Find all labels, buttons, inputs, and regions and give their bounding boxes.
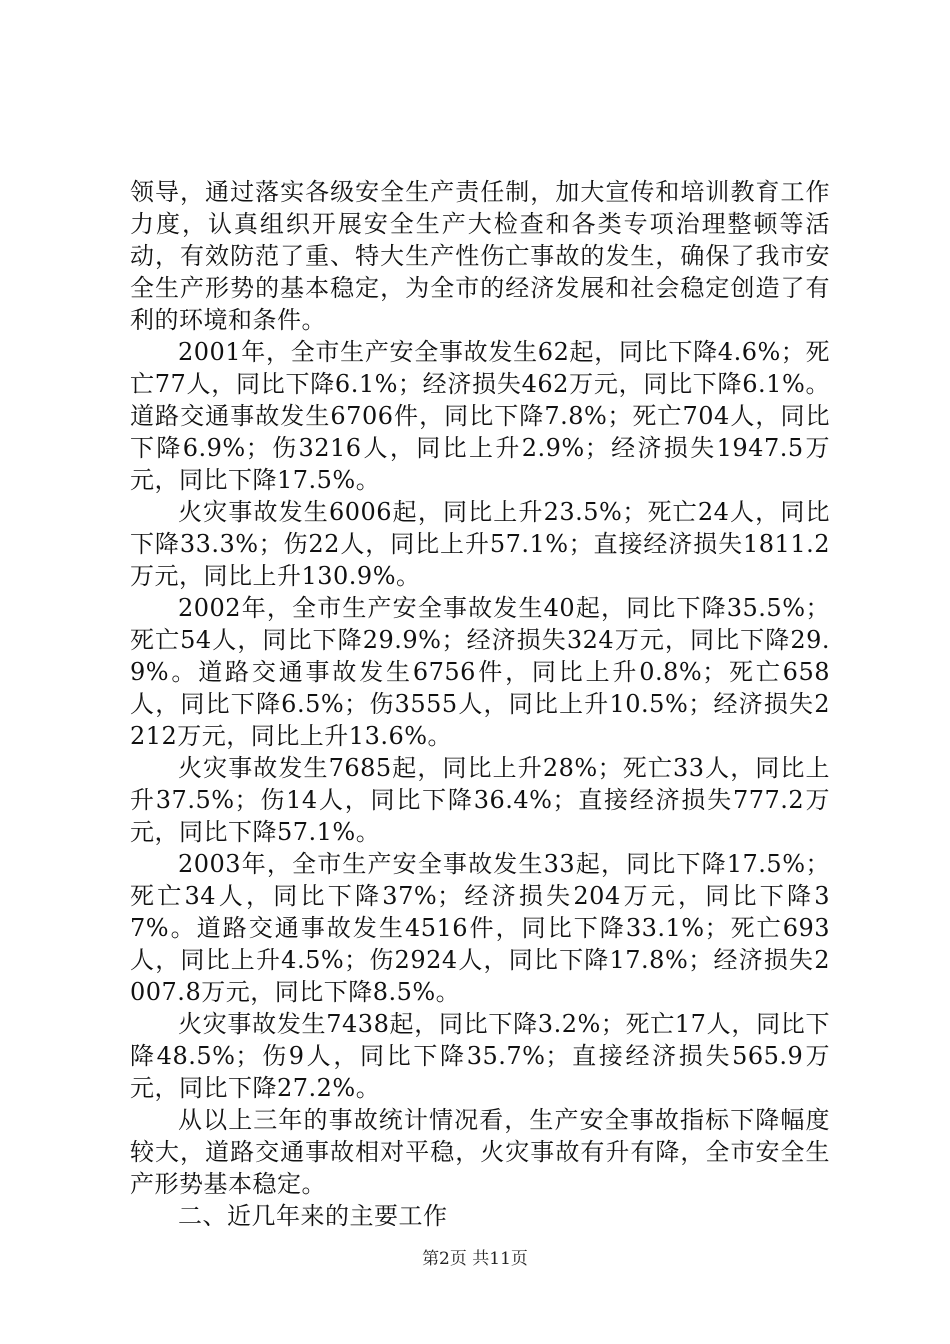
body-text <box>130 176 830 1232</box>
paragraph-2003-summary: 2003年，全市生产安全事故发生33起，同比下降17.5%；死亡34人，同比下降37%；经济损失204万元，同比下降37%。道路交通事故发生4516件，同比下降33.1%；死亡693人，同比上升4.5%；伤2924人，同比下降17.8%；经济损失2007.8万元，同比下降8.5%。 <box>130 850 830 1006</box>
paragraph-2001-summary: 2001年，全市生产安全事故发生62起，同比下降4.6%；死亡77人，同比下降6.1%；经济损失462万元，同比下降6.1%。道路交通事故发生6706件，同比下降7.8%；死亡704人，同比下降6.9%；伤3216人，同比上升2.9%；经济损失1947.5万元，同比下降17.5%。 <box>130 338 830 494</box>
page-number-footer: 第2页 共11页 <box>422 1249 528 1269</box>
section-heading: 二、近几年来的主要工作 <box>178 1202 448 1230</box>
paragraph-2001-fire: 火灾事故发生6006起，同比上升23.5%；死亡24人，同比下降33.3%；伤22人，同比上升57.1%；直接经济损失1811.2万元，同比上升130.9%。 <box>130 498 830 590</box>
paragraph-continuation: 领导，通过落实各级安全生产责任制，加大宣传和培训教育工作力度，认真组织开展安全生产大检查和各类专项治理整顿等活动，有效防范了重、特大生产性伤亡事故的发生，确保了我市安全生产形势的基本稳定，为全市的经济发展和社会稳定创造了有利的环境和条件。 <box>130 178 830 334</box>
paragraph-2002-summary: 2002年，全市生产安全事故发生40起，同比下降35.5%；死亡54人，同比下降29.9%；经济损失324万元，同比下降29.9%。道路交通事故发生6756件，同比上升0.8%；死亡658人，同比下降6.5%；伤3555人，同比上升10.5%；经济损失2212万元，同比上升13.6%。 <box>130 594 830 750</box>
paragraph-2003-fire: 火灾事故发生7438起，同比下降3.2%；死亡17人，同比下降48.5%；伤9人，同比下降35.7%；直接经济损失565.9万元，同比下降27.2%。 <box>130 1010 830 1102</box>
paragraph-conclusion: 从以上三年的事故统计情况看，生产安全事故指标下降幅度较大，道路交通事故相对平稳，火灾事故有升有降，全市安全生产形势基本稳定。 <box>130 1106 830 1198</box>
paragraph-2002-fire: 火灾事故发生7685起，同比上升28%；死亡33人，同比上升37.5%；伤14人，同比下降36.4%；直接经济损失777.2万元，同比下降57.1%。 <box>130 754 830 846</box>
